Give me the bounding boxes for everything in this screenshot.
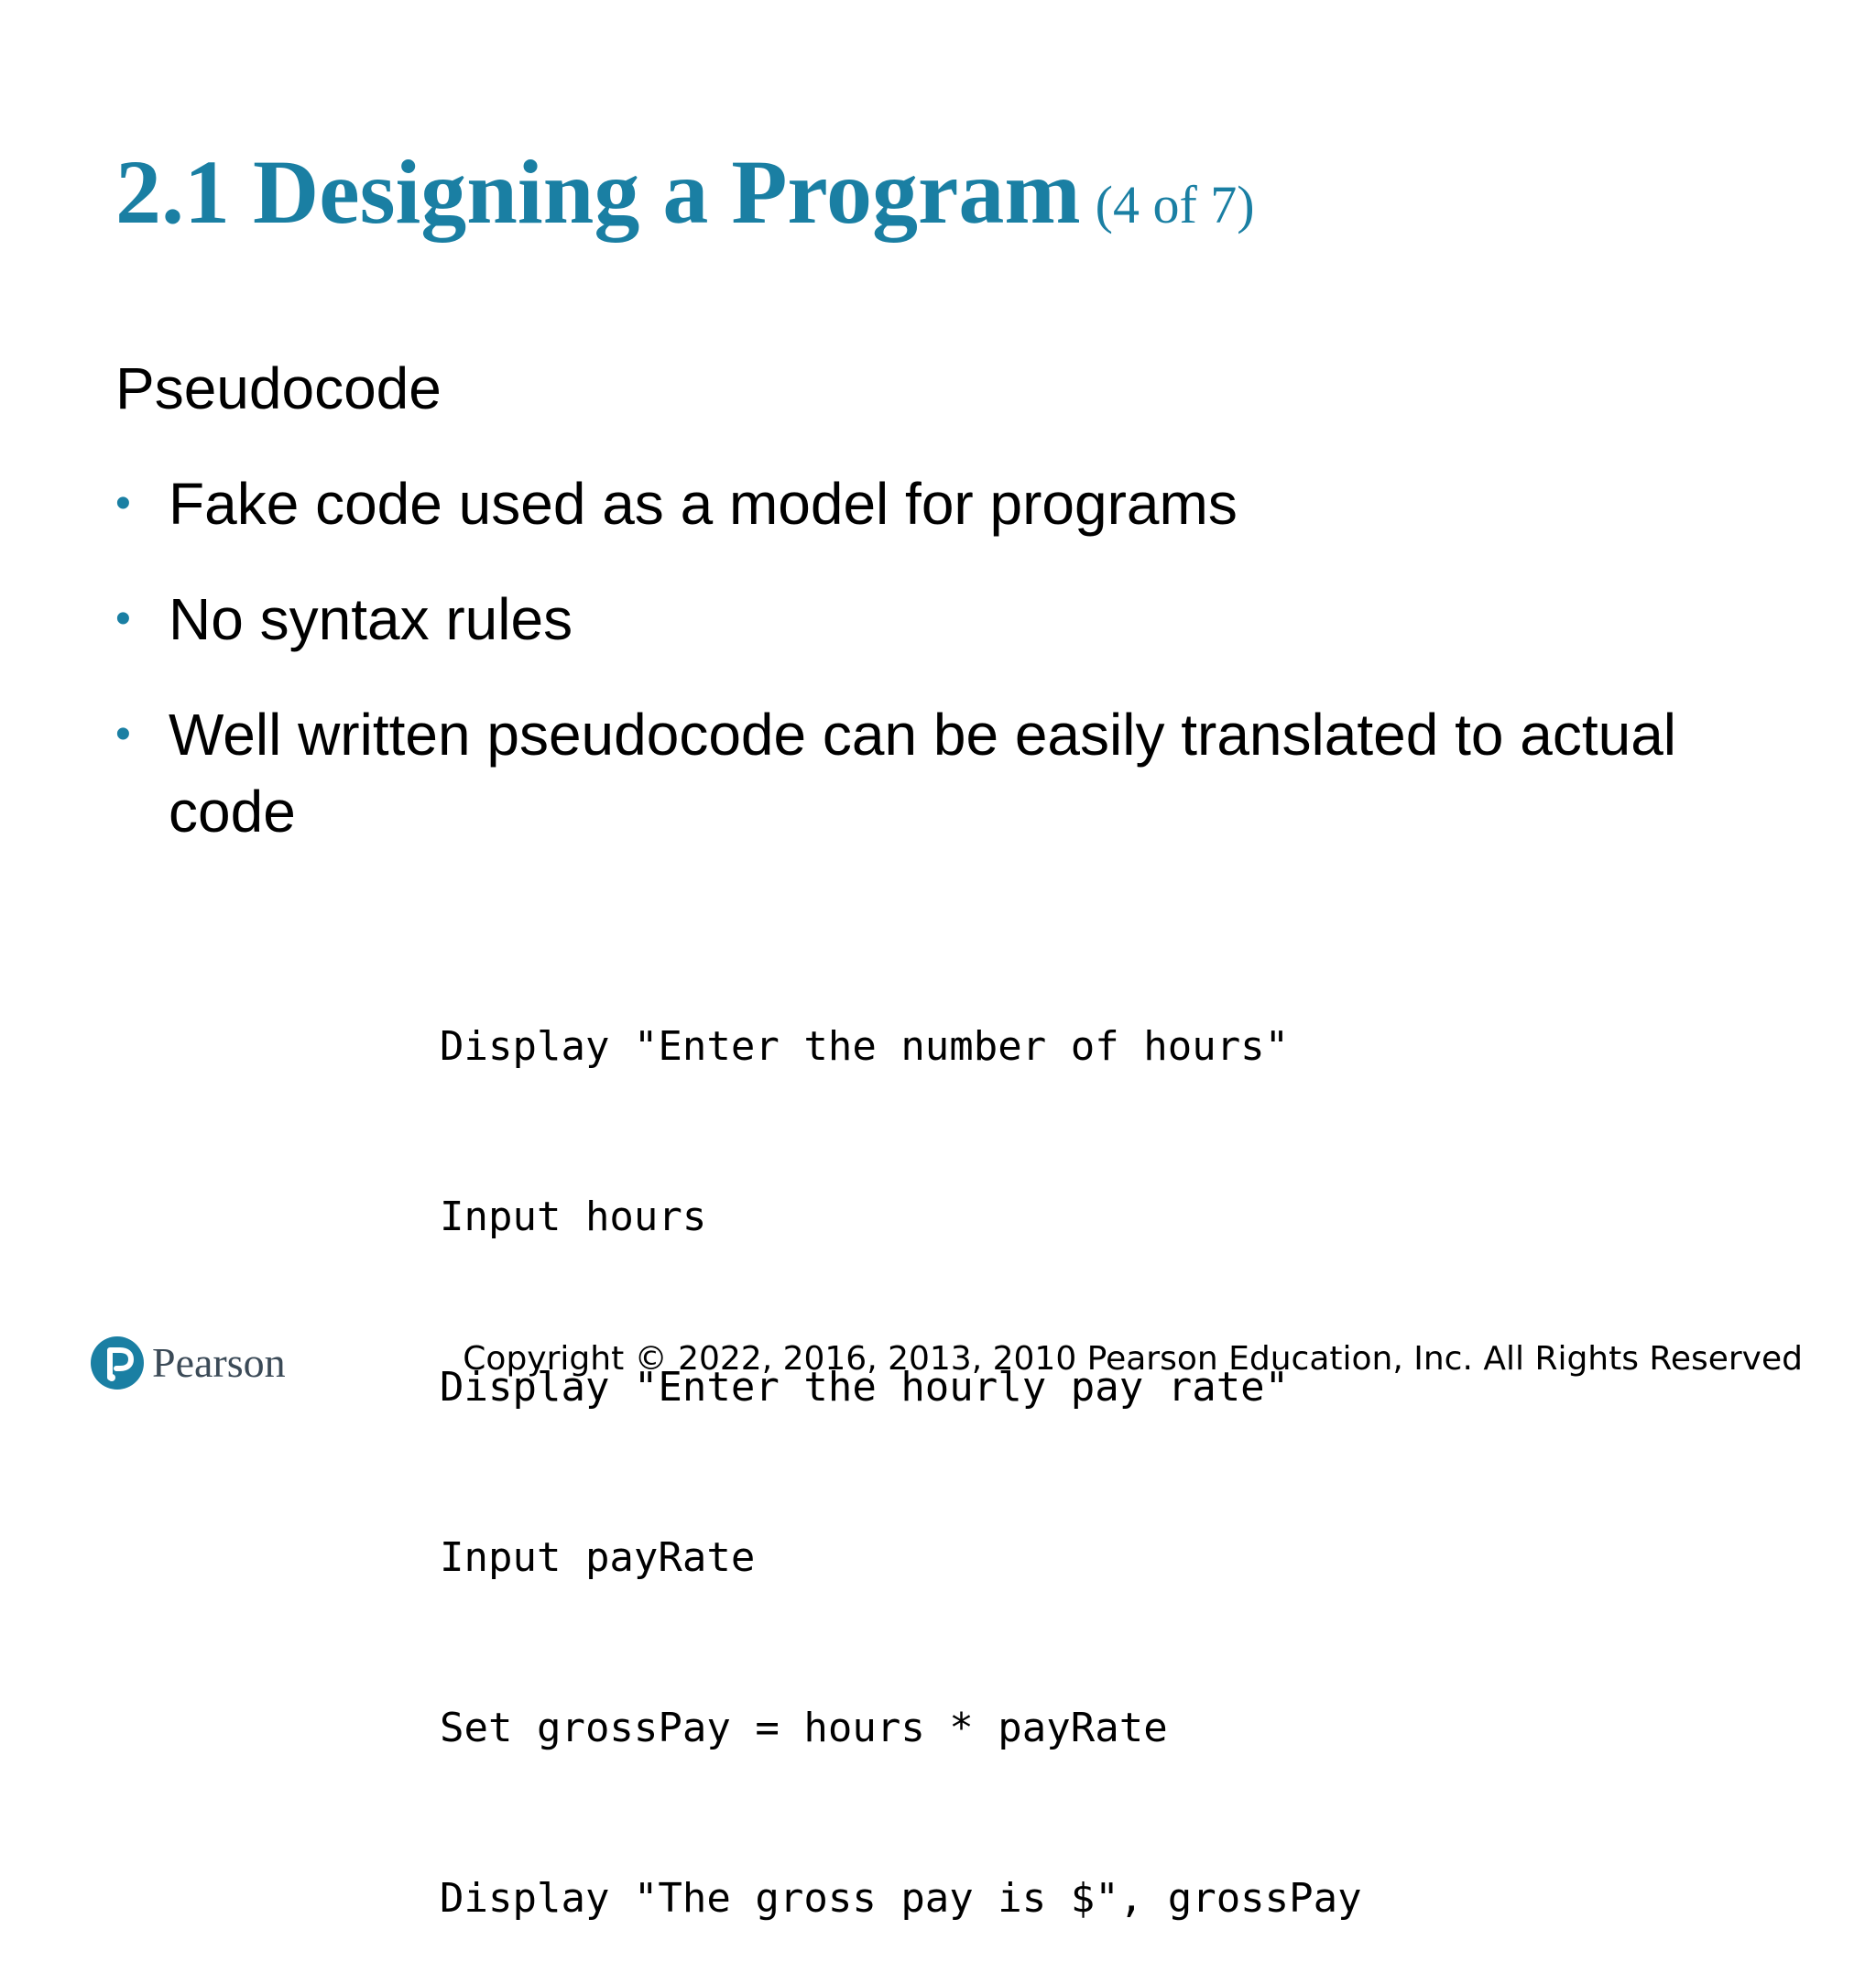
code-line: Display "Enter the hourly pay rate" — [440, 1364, 1290, 1411]
slide-title — [115, 141, 1255, 243]
copyright-notice: Copyright © 2022, 2016, 2013, 2010 Pearson Education, Inc. All Rights Reserved — [463, 1340, 1803, 1378]
section-heading: Pseudocode — [115, 355, 442, 421]
bullet-text: Fake code used as a model for programs — [169, 471, 1238, 537]
bullet-dot-icon: • — [115, 710, 131, 758]
bullet-dot-icon: • — [115, 594, 131, 643]
slide-title-counter: (4 of 7) — [1095, 175, 1255, 234]
bullet-dot-icon: • — [115, 479, 131, 528]
bullet-item — [115, 465, 1718, 542]
code-line: Input payRate — [440, 1534, 756, 1581]
bullet-item — [115, 581, 1718, 658]
code-line: Set grossPay = hours * payRate — [440, 1705, 1168, 1751]
pearson-p-icon — [90, 1335, 145, 1390]
bullet-item — [115, 696, 1718, 850]
code-line: Input hours — [440, 1194, 707, 1240]
slide-title-main: 2.1 Designing a Program — [115, 141, 1081, 243]
code-line: Display "Enter the number of hours" — [440, 1023, 1290, 1070]
bullet-text: Well written pseudocode can be easily translated to actual code — [169, 702, 1676, 845]
bullet-text: No syntax rules — [169, 586, 573, 652]
bullet-list — [115, 465, 1718, 888]
logo-text: Pearson — [152, 1339, 286, 1386]
code-line: Display "The gross pay is $", grossPay — [440, 1875, 1362, 1922]
pseudocode-block — [440, 905, 1362, 1984]
pearson-logo — [90, 1334, 286, 1392]
